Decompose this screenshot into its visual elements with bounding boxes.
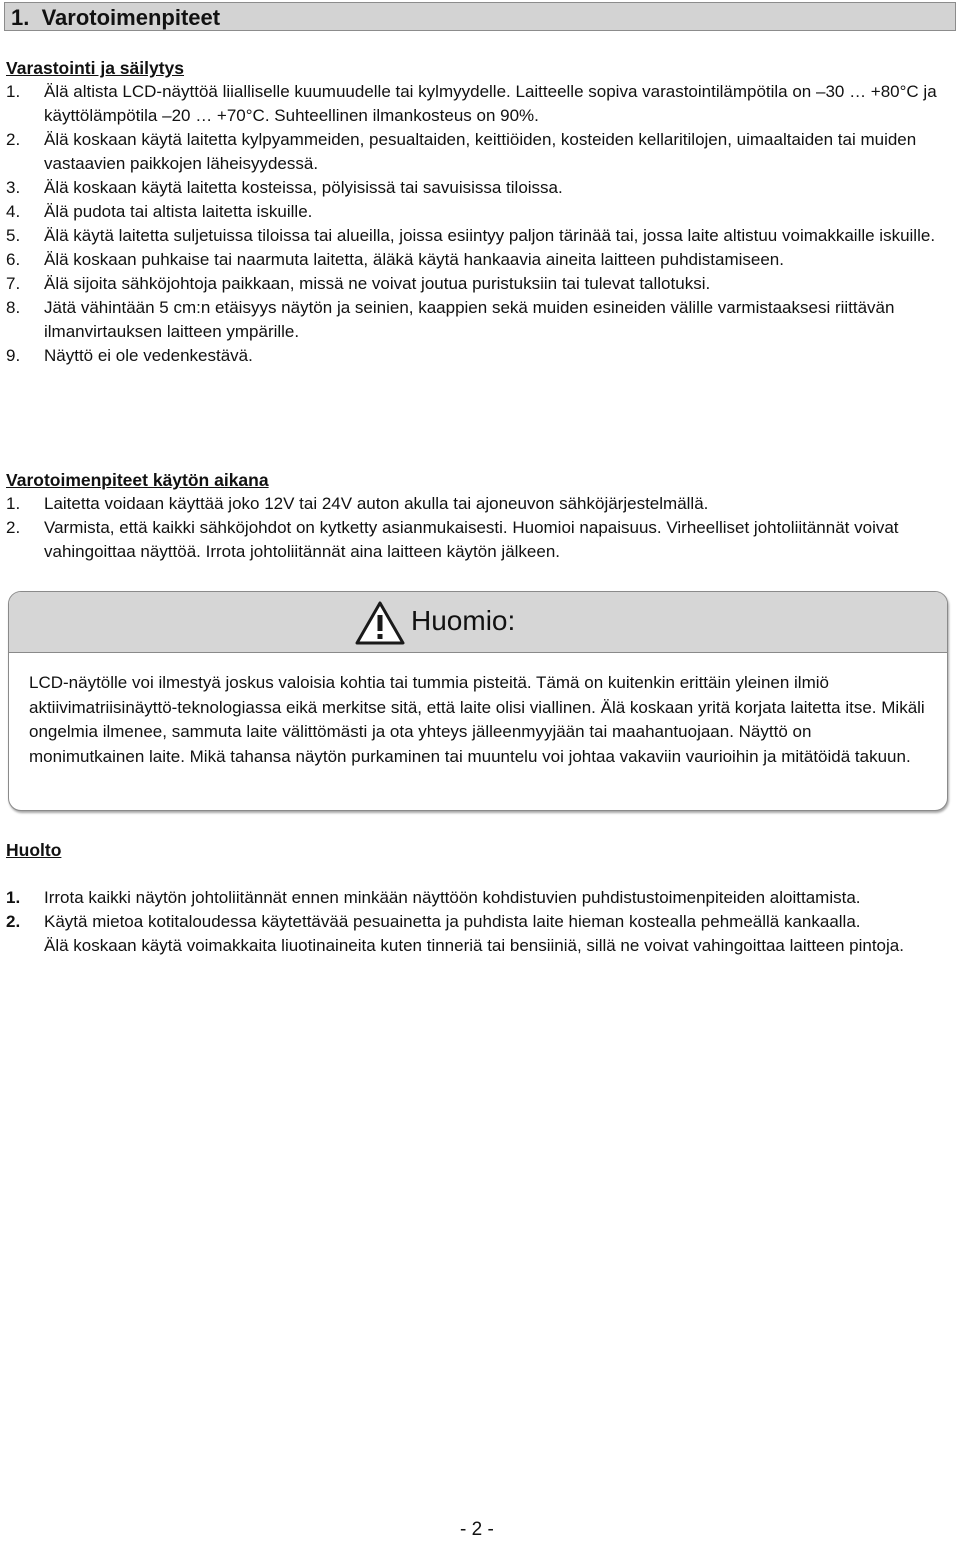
item-number: 1. [6, 82, 21, 101]
notice-text: LCD-näytölle voi ilmestyä joskus valoisia kohtia tai tummia pisteitä. Tämä on kuitenkin erittäin yleinen ilmiö aktiivimatriisinäyttö-teknologiassa eikä merkitse sitä, että laite olisi viallinen. Älä koskaan yritä korjata laitetta itse. Mikäli ongelmia ilmenee, sammuta laite välittömästi ja ota yhteys jälleenmyyjään tai maahantuojaan. Näyttö on monimutkainen laite. Mikä tahansa näytön purkaminen tai muuntelu voi johtaa vakaviin vaurioihin ja mitätöidä takuun. [29, 673, 925, 766]
maintenance-section [6, 838, 954, 958]
item-number: 2. [6, 130, 21, 149]
list-item [6, 296, 954, 344]
storage-section [6, 56, 954, 368]
chapter-title-text: Varotoimenpiteet [41, 5, 221, 30]
list-item [6, 200, 954, 224]
item-text: Jätä vähintään 5 cm:n etäisyys näytön ja seinien, kaappien sekä muiden esineiden välille varmistaaksesi riittävän ilmanvirtauksen laitteen ympärille. [44, 298, 895, 341]
item-number: 3. [6, 178, 21, 197]
page-number-text: - 2 - [460, 1519, 494, 1540]
item-number: 5. [6, 226, 21, 245]
list-item [6, 910, 954, 958]
item-number: 2. [6, 518, 21, 537]
usage-section [6, 468, 954, 564]
item-number: 2. [6, 912, 21, 931]
item-number: 9. [6, 346, 21, 365]
list-item [6, 176, 954, 200]
item-number: 4. [6, 202, 21, 221]
warning-triangle-icon [355, 601, 405, 645]
list-item [6, 886, 954, 910]
list-item [6, 128, 954, 176]
item-text: Älä altista LCD-näyttöä liialliselle kuumuudelle tai kylmyydelle. Laitteelle sopiva varastointilämpötila on –30 … +80°C ja käyttölämpötila –20 … +70°C. Suhteellinen ilmankosteus on 90%. [44, 82, 937, 125]
item-text: Älä koskaan käytä laitetta kosteissa, pölyisissä tai savuisissa tiloissa. [44, 178, 563, 197]
list-item [6, 248, 954, 272]
item-text: Älä sijoita sähköjohtoja paikkaan, missä ne voivat joutua puristuksiin tai tulevat tallotuksi. [44, 274, 711, 293]
maintenance-heading: Huolto [6, 840, 62, 860]
notice-header [9, 592, 947, 653]
item-number: 6. [6, 250, 21, 269]
list-item [6, 224, 954, 248]
storage-heading: Varastointi ja säilytys [6, 58, 185, 78]
item-number: 8. [6, 298, 21, 317]
list-item [6, 492, 954, 516]
item-number: 7. [6, 274, 21, 293]
storage-list [6, 80, 954, 368]
list-item [6, 516, 954, 564]
item-text: Älä käytä laitetta suljetuissa tiloissa tai alueilla, joissa esiintyy paljon tärinää tai, jossa laite altistuu voimakkaille iskuille. [44, 226, 936, 245]
list-item [6, 344, 954, 368]
item-extra-text: Älä koskaan käytä voimakkaita liuotinaineita kuten tinneriä tai bensiiniä, sillä ne voivat vahingoittaa laitteen pintoja. [44, 936, 904, 955]
chapter-header [4, 2, 956, 31]
chapter-title [11, 4, 220, 31]
item-text: Varmista, että kaikki sähköjohdot on kytketty asianmukaisesti. Huomioi napaisuus. Virheelliset johtoliitännät voivat vahingoittaa näyttöä. Irrota johtoliitännät aina laitteen käytön jälkeen. [44, 518, 899, 561]
notice-title: Huomio: [411, 605, 516, 636]
item-text: Älä koskaan puhkaise tai naarmuta laitetta, äläkä käytä hankaavia aineita laitteen puhdistamiseen. [44, 250, 784, 269]
item-number: 1. [6, 888, 21, 907]
item-number: 1. [6, 494, 21, 513]
list-item [6, 80, 954, 128]
notice-box [8, 591, 948, 811]
usage-list [6, 492, 954, 564]
item-text: Laitetta voidaan käyttää joko 12V tai 24V auton akulla tai ajoneuvon sähköjärjestelmällä. [44, 494, 709, 513]
usage-heading: Varotoimenpiteet käytön aikana [6, 470, 269, 490]
item-text: Käytä mietoa kotitaloudessa käytettävää pesuainetta ja puhdista laite hieman kostealla pehmeällä kankaalla. [44, 912, 861, 931]
item-text: Älä koskaan käytä laitetta kylpyammeiden, pesualtaiden, keittiöiden, kosteiden kellaritilojen, uimaaltaiden tai muiden vastaavien paikkojen läheisyydessä. [44, 130, 917, 173]
item-text: Näyttö ei ole vedenkestävä. [44, 346, 253, 365]
item-text: Irrota kaikki näytön johtoliitännät ennen minkään näyttöön kohdistuvien puhdistustoimenpiteiden aloittamista. [44, 888, 861, 907]
maintenance-list [6, 886, 954, 958]
list-item [6, 272, 954, 296]
item-text: Älä pudota tai altista laitetta iskuille. [44, 202, 313, 221]
chapter-number: 1. [11, 5, 30, 30]
